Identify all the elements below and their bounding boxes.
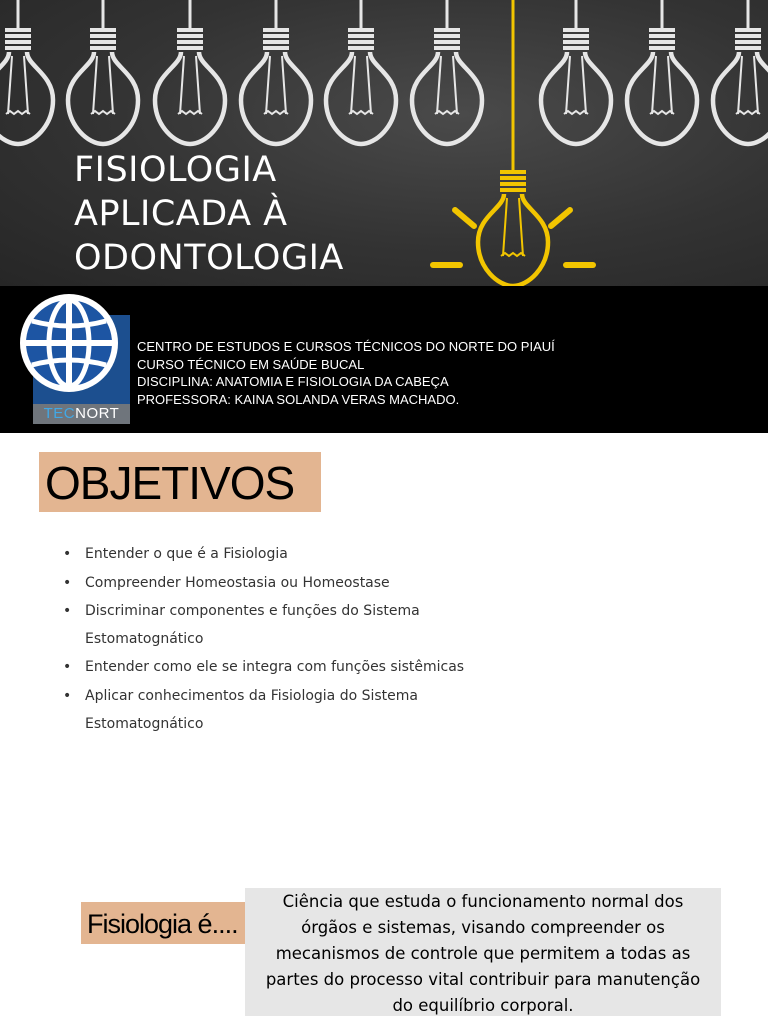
definition-line: partes do processo vital contribuir para manutenção (265, 970, 701, 989)
light-bulb-icon (541, 0, 611, 144)
objectives-heading: OBJETIVOS (39, 452, 321, 512)
list-item-text: • Aplicar conhecimentos da Fisiologia do Sistema (85, 687, 418, 704)
presentation-title (74, 148, 344, 280)
list-item (63, 597, 483, 653)
logo-suffix: NORT (75, 405, 120, 422)
list-item (63, 569, 483, 598)
list-item-text: • Entender o que é a Fisiologia (85, 546, 288, 562)
definition-box (245, 888, 721, 1016)
list-item-text: Estomatognático (85, 715, 204, 732)
list-item-text: • Compreender Homeostasia ou Homeostase (85, 574, 390, 591)
definition-line: mecanismos de controle que permitem a todas as (275, 944, 691, 963)
light-bulb-icon (68, 0, 138, 144)
institution-info (137, 338, 555, 408)
logo-caption (33, 404, 130, 424)
light-bulb-icon (0, 0, 53, 144)
list-item (63, 682, 483, 738)
definition-line: órgãos e sistemas, visando compreender os (301, 918, 665, 937)
list-item (63, 653, 483, 682)
light-bulb-icon (713, 0, 768, 144)
title-line: FISIOLOGIA (74, 150, 277, 190)
teacher-name: PROFESSORA: KAINA SOLANDA VERAS MACHADO. (137, 391, 460, 407)
school-name: CENTRO DE ESTUDOS E CURSOS TÉCNICOS DO NORTE DO PIAUÍ (137, 339, 555, 354)
definition-label: Fisiologia é.... (81, 902, 245, 944)
title-line: APLICADA À (74, 194, 288, 234)
definition-line: do equilíbrio corporal. (392, 996, 574, 1015)
discipline-name: DISCIPLINA: ANATOMIA E FISIOLOGIA DA CABEÇA (137, 374, 449, 389)
list-item-text: • Discriminar componentes e funções do Sistema (85, 603, 420, 619)
list-item-text: • Entender como ele se integra com funções sistêmicas (85, 659, 465, 675)
hero-banner (0, 0, 768, 286)
definition-line: Ciência que estuda o funcionamento normal dos (282, 892, 684, 911)
course-name: CURSO TÉCNICO EM SAÚDE BUCAL (137, 356, 365, 372)
logo-prefix: TEC (43, 405, 76, 422)
light-bulb-icon (241, 0, 311, 144)
objectives-list (63, 540, 483, 738)
title-line: ODONTOLOGIA (74, 238, 344, 278)
light-bulb-icon (412, 0, 482, 144)
list-item (63, 540, 483, 569)
light-bulb-icon (326, 0, 396, 144)
institution-band (0, 286, 768, 433)
globe-icon (18, 293, 132, 421)
tecnort-logo (18, 293, 132, 421)
light-bulb-icon (627, 0, 697, 144)
light-bulb-icon (155, 0, 225, 144)
list-item-text: Estomatognático (85, 631, 204, 647)
